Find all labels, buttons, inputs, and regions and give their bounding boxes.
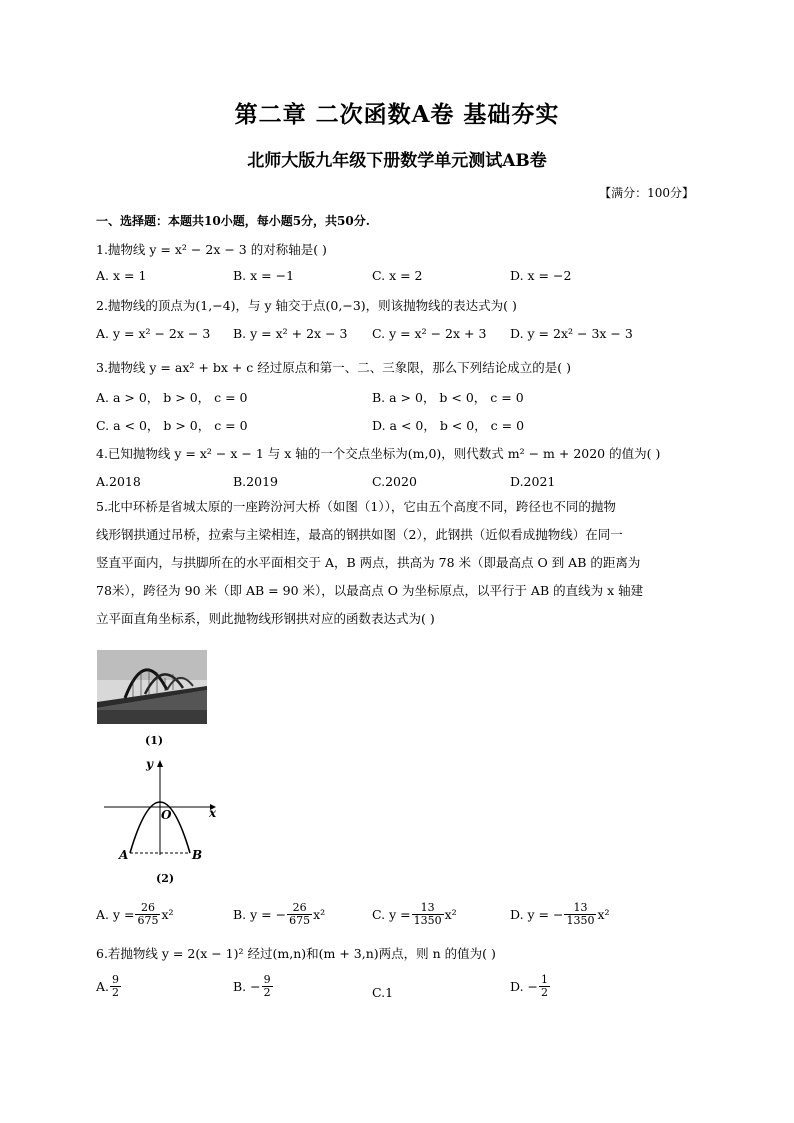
q5-option-b: B. y = − $\frac{26}{675}$ x² — [233, 901, 326, 927]
section-heading: 一、选择题：本题共10小题，每小题5分，共50分. — [96, 214, 370, 228]
question-5-stem — [96, 493, 696, 633]
q6-option-c: C.1 — [372, 985, 394, 1000]
q3-option-a: A. a > 0， b > 0， c = 0 — [96, 390, 248, 405]
full-score: 【满分：100分】 — [599, 186, 694, 200]
question-2-stem: 2.抛物线的顶点为(1,−4)，与 y 轴交于点(0,−3)，则该抛物线的表达式为( ) — [96, 298, 517, 313]
figure-2-caption: (2) — [156, 872, 175, 885]
q1-option-b: B. x = −1 — [233, 268, 295, 283]
q5-line-1: 5.北中环桥是省城太原的一座跨汾河大桥（如图（1）），它由五个高度不同，跨径也不同的抛物 — [96, 499, 616, 514]
x-axis-label: x — [209, 806, 217, 820]
q6-option-d: D. − $\frac{1}{2}$ — [510, 973, 548, 999]
q3-option-d: D. a < 0， b < 0， c = 0 — [372, 418, 525, 433]
question-6-stem: 6.若抛物线 y = 2(x − 1)² 经过(m,n)和(m + 3,n)两点，则 n 的值为( ) — [96, 946, 496, 961]
q5-option-c: C. y = $\frac{13}{1350}$ x² — [372, 901, 457, 927]
origin-label: O — [161, 808, 172, 822]
bridge-photo — [97, 650, 207, 724]
q5-option-a: A. y = $\frac{26}{675}$ x² — [96, 901, 174, 927]
q4-option-b: B.2019 — [233, 474, 278, 489]
q4-option-a: A.2018 — [96, 474, 141, 489]
q1-option-d: D. x = −2 — [510, 268, 572, 283]
q5-line-5: 立平面直角坐标系，则此抛物线形钢拱对应的函数表达式为( ) — [96, 611, 435, 626]
point-a-label: A — [119, 848, 129, 862]
q3-option-b: B. a > 0， b < 0， c = 0 — [372, 390, 524, 405]
q1-option-c: C. x = 2 — [372, 268, 423, 283]
q2-option-b: B. y = x² + 2x − 3 — [233, 326, 348, 341]
page-subtitle: 北师大版九年级下册数学单元测试AB卷 — [247, 151, 547, 171]
q1-option-a: A. x = 1 — [96, 268, 147, 283]
q5-line-3: 竖直平面内，与拱脚所在的水平面相交于 A，B 两点，拱高为 78 米（即最高点 O 到 AB 的距离为 — [96, 555, 641, 570]
q5-option-d: D. y = − $\frac{13}{1350}$ x² — [510, 901, 610, 927]
q5-line-2: 线形钢拱通过吊桥，拉索与主梁相连，最高的钢拱如图（2），此钢拱（近似看成抛物线）在同一 — [96, 527, 623, 542]
page-title: 第二章 二次函数A卷 基础夯实 — [234, 101, 560, 128]
q2-option-d: D. y = 2x² − 3x − 3 — [510, 326, 633, 341]
y-axis-label: y — [146, 757, 153, 771]
q2-option-a: A. y = x² − 2x − 3 — [96, 326, 211, 341]
q3-option-c: C. a < 0， b > 0， c = 0 — [96, 418, 248, 433]
q6-option-a: A. $\frac{9}{2}$ — [96, 973, 120, 999]
question-4-stem: 4.已知抛物线 y = x² − x − 1 与 x 轴的一个交点坐标为(m,0)，则代数式 m² − m + 2020 的值为( ) — [96, 446, 661, 461]
q6-option-b: B. − $\frac{9}{2}$ — [233, 973, 271, 999]
q4-option-c: C.2020 — [372, 474, 417, 489]
q5-line-4: 78米），跨径为 90 米（即 AB = 90 米），以最高点 O 为坐标原点，以平行于 AB 的直线为 x 轴建 — [96, 583, 644, 598]
question-3-stem: 3.抛物线 y = ax² + bx + c 经过原点和第一、二、三象限，那么下列结论成立的是( ) — [96, 360, 571, 375]
q4-option-d: D.2021 — [510, 474, 556, 489]
point-b-label: B — [192, 848, 203, 862]
q2-option-c: C. y = x² − 2x + 3 — [372, 326, 487, 341]
question-1-stem: 1.抛物线 y = x² − 2x − 3 的对称轴是( ) — [96, 242, 327, 257]
figure-1-caption: (1) — [145, 734, 164, 747]
